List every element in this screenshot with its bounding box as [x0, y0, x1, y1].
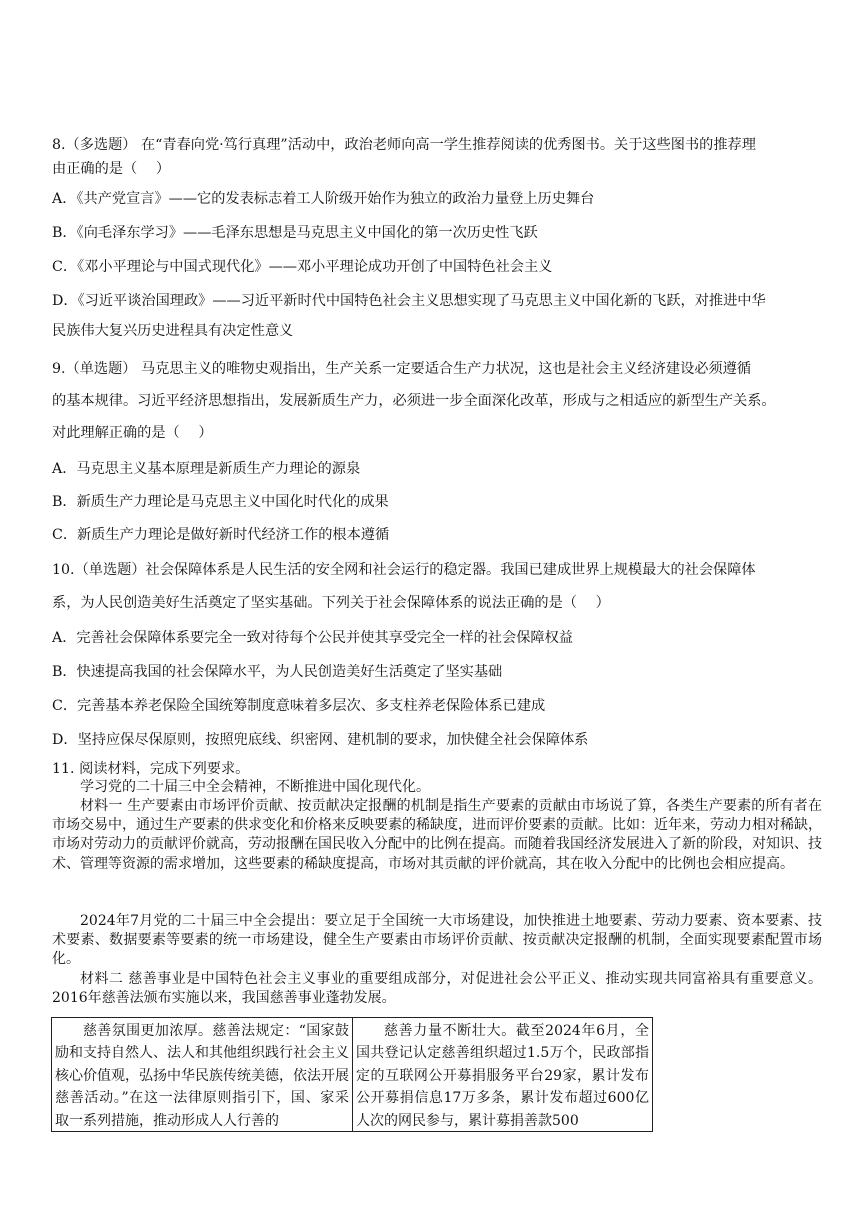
q9-stem-line1: 9.（单选题） 马克思主义的唯物史观指出，生产关系一定要适合生产力状况，这也是社会主义经济建设必须遵循: [52, 361, 752, 377]
q8-option-d: D．《习近平谈治国理政》——习近平新时代中国特色社会主义思想实现了马克思主义中国化新的飞跃，对推进中华: [52, 293, 766, 309]
q11-material2: 材料二 慈善事业是中国特色社会主义事业的重要组成部分，对促进社会公平正义、推动实现共同富裕具有重要意义。2016年慈善法颁布实施以来，我国慈善事业蓬勃发展。: [52, 971, 822, 1007]
q10-stem-line1: 10.（单选题）社会保障体系是人民生活的安全网和社会运行的稳定器。我国已建成世界上规模最大的社会保障体: [52, 562, 756, 578]
q9-stem-line2: 的基本规律。习近平经济思想指出，发展新质生产力，必须进一步全面深化改革，形成与之相适应的新型生产关系。: [52, 393, 776, 409]
q8-option-b: B．《向毛泽东学习》——毛泽东思想是马克思主义中国化的第一次历史性飞跃: [52, 225, 538, 241]
q11-intro: 学习党的二十届三中全会精神，不断推进中国化现代化。: [80, 779, 430, 795]
q10-option-c: C．完善基本养老保险全国统筹制度意味着多层次、多支柱养老保险体系已建成: [52, 698, 546, 714]
q10-stem-line2: 系，为人民创造美好生活奠定了坚实基础。下列关于社会保障体系的说法正确的是（ ）: [52, 595, 610, 611]
q8-option-c: C．《邓小平理论与中国式现代化》——邓小平理论成功开创了中国特色社会主义: [52, 259, 553, 275]
q8-option-a: A．《共产党宣言》——它的发表标志着工人阶级开始作为独立的政治力量登上历史舞台: [52, 191, 595, 207]
q9-stem-line3: 对此理解正确的是（ ）: [52, 425, 213, 441]
q8-option-d-cont: 民族伟大复兴历史进程具有决定性意义: [52, 323, 294, 339]
q9-option-c: C．新质生产力理论是做好新时代经济工作的根本遵循: [52, 527, 390, 543]
q10-option-a: A．完善社会保障体系要完全一致对待每个公民并使其享受完全一样的社会保障权益: [52, 630, 573, 646]
q10-option-b: B．快速提高我国的社会保障水平，为人民创造美好生活奠定了坚实基础: [52, 664, 503, 680]
q8-stem-line2: 由正确的是（ ）: [52, 161, 171, 177]
q11-heading: 11. 阅读材料，完成下列要求。: [52, 761, 250, 777]
q9-option-b: B．新质生产力理论是马克思主义中国化时代化的成果: [52, 494, 389, 510]
q11-plenum: 2024年7月党的二十届三中全会提出：要立足于全国统一大市场建设，加快推进土地要素、劳动力要素、资本要素、技术要素、数据要素等要素的统一市场建设，健全生产要素由市场评价贡献、按贡献决定报酬的机制，全面实现要素配置市场化。: [52, 913, 822, 968]
charity-table-left-cell: 慈善氛围更加浓厚。慈善法规定：“国家鼓励和支持自然人、法人和其他组织践行社会主义核心价值观，弘扬中华民族传统美德，依法开展慈善活动。”在这一法律原则指引下，国、家采取一系列措施，推动形成人人行善的: [52, 1018, 353, 1131]
q8-stem-line1: 8.（多选题） 在“青春向党·笃行真理”活动中，政治老师向高一学生推荐阅读的优秀图书。关于这些图书的推荐理: [52, 137, 756, 153]
q10-option-d: D．坚持应保尽保原则，按照兜底线、织密网、建机制的要求，加快健全社会保障体系: [52, 732, 589, 748]
q9-option-a: A．马克思主义基本原理是新质生产力理论的源泉: [52, 461, 361, 477]
q11-material1: 材料一 生产要素由市场评价贡献、按贡献决定报酬的机制是指生产要素的贡献由市场说了算，各类生产要素的所有者在市场交易中，通过生产要素的供求变化和价格来反映要素的稀缺度，进而评价要素的贡献。比如：近年来，劳动力相对稀缺，市场对劳动力的贡献评价就高，劳动报酬在国民收入分配中的比例在提高。而随着我国经济发展进入了新的阶段，对知识、技术、管理等资源的需求增加，这些要素的稀缺度提高，市场对其贡献的评价就高，其在收入分配中的比例也会相应提高。: [52, 798, 822, 872]
charity-table-right-cell: 慈善力量不断壮大。截至2024年6月，全国共登记认定慈善组织超过1.5万个，民政部指定的互联网公开募捐服务平台29家，累计发布公开募捐信息17万多条，累计发布超过600亿人次的网民参与，累计募捐善款500: [356, 1023, 649, 1129]
charity-table: [51, 1017, 653, 1132]
